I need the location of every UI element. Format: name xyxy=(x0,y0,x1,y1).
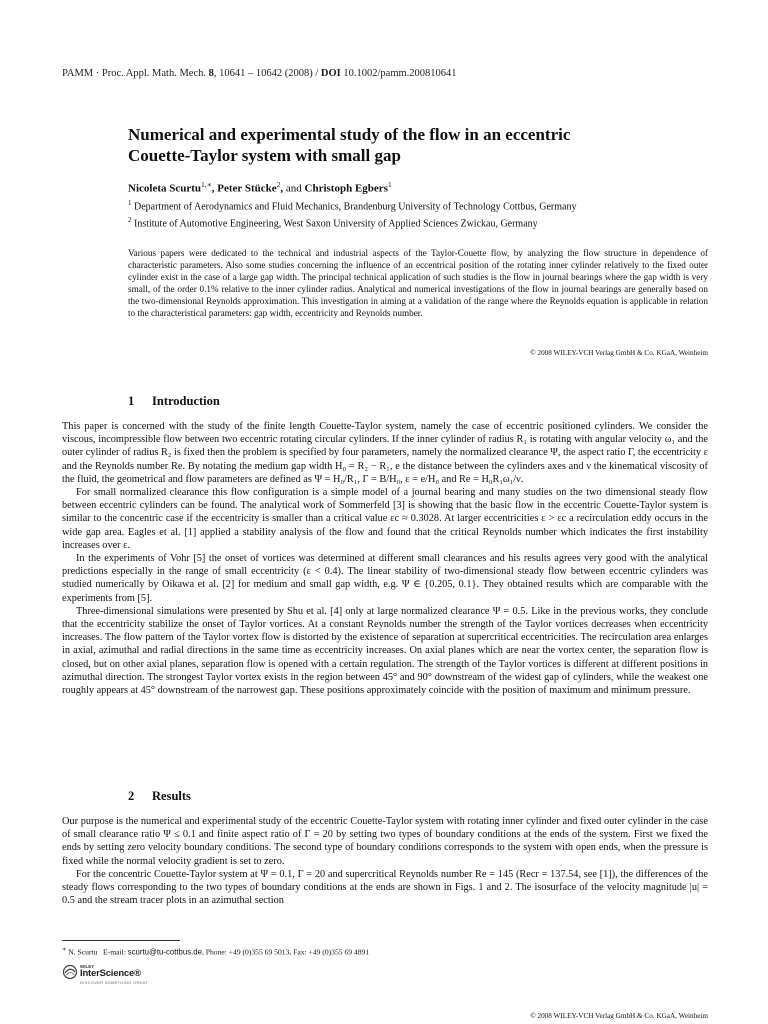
footnote-divider xyxy=(62,940,180,941)
author-separator: , xyxy=(280,182,286,195)
title-line-1: Numerical and experimental study of the flow in an eccentric xyxy=(128,125,571,144)
author-and: and xyxy=(285,182,302,195)
paragraph: Our purpose is the numerical and experimental study of the eccentric Couette-Taylor system with rotating inner cylinder and fixed outer cylinder in the case of small clearance ratio Ψ ≤ 0.1 and finite aspect ratio of Γ = 20 by setting two types of boundary conditions at the ends of the system. First we fixed the ends by setting zero velocity boundary conditions. The second type of boundary conditions corresponds to the system with open ends, when the pressure is fixed while the normal velocity gradient is set to zero. xyxy=(62,816,708,867)
author-affil-mark: 2 xyxy=(276,180,281,189)
interscience-logo xyxy=(62,962,172,992)
section-heading-results xyxy=(128,789,191,804)
footnote-author: N. Scurtu xyxy=(68,947,98,957)
paragraph: For small normalized clearance this flow configuration is a simple model of a journal bearing and many studies on the two dimensional steady flow between eccentric cylinders can be found. The analytical work of Sommerfeld [3] is showing that the basic flow in the eccentric Couette-Taylor system is similar to the concentric case if the eccentricity is smaller than a critical value εc ≈ 0.3028. At larger eccentricities ε > εc a recirculation eddy occurs in the wide gap area. Eagles et al. [1] applied a stability analysis of the flow and found that the critical Reynolds number which indicates the first instability increases over ε. xyxy=(62,487,708,551)
results-body xyxy=(62,815,708,907)
title-line-2: Couette-Taylor system with small gap xyxy=(128,146,401,165)
journal-volume: 8 xyxy=(208,68,214,79)
section-title: Results xyxy=(152,789,191,803)
doi-label: DOI xyxy=(320,68,341,79)
section-number: 1 xyxy=(128,394,135,408)
affiliation-number: 1 xyxy=(128,199,132,207)
contact-details: , Phone: +49 (0)355 69 5013, Fax: +49 (0)355 69 4891 xyxy=(201,947,370,957)
paragraph: For the concentric Couette-Taylor system at Ψ = 0.1, Γ = 20 and supercritical Reynolds number Re = 145 (Recr = 137.54, see [1]), the differences of the steady flows corresponding to the two types of boundary conditions at the ends are shown in Figs. 1 and 2. The isosurface of the velocity magnitude |u| = 0.5 and the stream tracer plots in an azimuthal section xyxy=(62,868,708,907)
affiliations xyxy=(128,197,708,231)
abstract-copyright: © 2008 WILEY-VCH Verlag GmbH & Co. KGaA, Weinheim xyxy=(530,349,708,357)
section-title: Introduction xyxy=(152,394,220,408)
affiliation-item xyxy=(128,214,708,231)
affiliation-text: Institute of Automotive Engineering, West Saxon University of Applied Sciences Zwickau, Germany xyxy=(134,218,538,230)
affiliation-number: 2 xyxy=(128,215,132,224)
paragraph: This paper is concerned with the study of the finite length Couette-Taylor system, namely the case of eccentric positioned cylinders. We consider the viscous, incompressible flow between two eccentric rotating circular cylinders. If the inner cylinder of radius R₁ is rotating with angular velocity ω₁ and the outer cylinder of radius R₂ is fixed then the problem is specified by four parameters, namely the normalized clearance Ψ, the aspect ratio Γ, the eccentricity ε and the Reynolds number Re. By notating the medium gap width H₀ = R₂ − R₁, e the distance between the cylinders axes and ν the kinematical viscosity of the fluid, the geometrical and flow parameters are defined as Ψ = H₀/R₁, Γ = B/H₀, ε = e/H₀ and Re = H₀R₁ω₁/ν. xyxy=(62,421,708,485)
author-affil-mark: 1,∗ xyxy=(201,180,212,189)
logo-main-text: InterScience® xyxy=(80,968,141,979)
author-affil-mark: 1 xyxy=(387,180,392,189)
affiliation-item xyxy=(128,197,708,214)
paper-title xyxy=(128,124,688,166)
footnote-marker: ∗ xyxy=(62,946,67,953)
logo-tagline: DISCOVER SOMETHING GREAT xyxy=(80,980,149,985)
corresponding-author-footnote xyxy=(62,946,712,957)
footer-copyright: © 2008 WILEY-VCH Verlag GmbH & Co. KGaA, Weinheim xyxy=(530,1012,708,1020)
abstract: Various papers were dedicated to the technical and industrial aspects of the Taylor-Couette flow, by analyzing the flow structure in dependence of characteristic parameters. Also some studies concerning the influence of an eccentrical position of the rotating inner cylinder relatively to the fixed outer cylinder exist in the case of a large gap width. The principal technical application of such studies is the flow in journal bearings where the gap width is very small, of the order 0.1% relative to the inner cylinder radius. Analytical and numerical investigations of the flow in journal bearings are generally based on the two-dimensional Reynolds approximation. This investigation in aiming at a validation of the range where the Reynolds equation is applicable in relation to the characteristical parameters: gap width, eccentricity and Reynolds number. xyxy=(128,248,708,319)
pages-year: , 10641 – 10642 (2008) / xyxy=(213,68,319,79)
email-label: E-mail: xyxy=(103,947,126,957)
affiliation-text: Department of Aerodynamics and Fluid Mechanics, Brandenburg University of Technology Cottbus, Germany xyxy=(134,201,577,213)
author-name: Christoph Egbers xyxy=(304,182,388,195)
section-heading-introduction xyxy=(128,394,220,409)
paragraph: Three-dimensional simulations were presented by Shu et al. [4] only at large normalized clearance Ψ = 0.5. Like in the previous works, they conclude that the eccentricity stabilize the onset of Taylor vortices. At a constant Reynolds number the strength of the Taylor vortices decreases when eccentricity increases. The flow pattern of the Taylor vortex flow is distorted by the existence of separation at supercritical eccentricities. The recirculation area enlarges in axial, azimuthal and radial directions in the same time as eccentricity increases. On axial planes which are near the vortex center, the separation flow is closed, but on other axial planes, separation flow is opened with a certain regulation. The strength of the Taylor vortices is different at different positions in azimuthal direction. The strongest Taylor vortex exists in the region between 45° and 90° downstream of the widest gap of cylinders, while the weakest one roughly appears at 45° downstream of the narrowest gap. These positions approximately coincide with the position of maximum and minimum pressure. xyxy=(62,605,708,697)
paragraph: In the experiments of Vohr [5] the onset of vortices was determined at different small clearances and his results agrees very good with the analytical predictions especially in the range of small eccentricity (ε < 0.4). The linear stability of two-dimensional steady flow between eccentric cylinders was studied numerically by Oikawa et al. [2] for medium and small gap width, e.g. Ψ ∈ {0.205, 0.1}. They obtained results which are comparable with the experiments from [5]. xyxy=(62,553,708,604)
author-name: Nicoleta Scurtu xyxy=(128,182,202,195)
author-separator: , xyxy=(211,182,218,195)
running-header xyxy=(62,68,712,79)
author-name: Peter Stücke xyxy=(217,182,277,195)
journal-name: PAMM · Proc. Appl. Math. Mech. xyxy=(62,68,206,79)
logo-wiley-text: WILEY xyxy=(80,964,95,969)
doi-link[interactable]: 10.1002/pamm.200810641 xyxy=(343,68,457,79)
author-list xyxy=(128,180,688,195)
section-number: 2 xyxy=(128,789,135,803)
introduction-body xyxy=(62,420,708,697)
wiley-swirl-icon xyxy=(62,964,78,980)
email-link[interactable]: scurtu@tu-cottbus.de xyxy=(127,947,202,957)
